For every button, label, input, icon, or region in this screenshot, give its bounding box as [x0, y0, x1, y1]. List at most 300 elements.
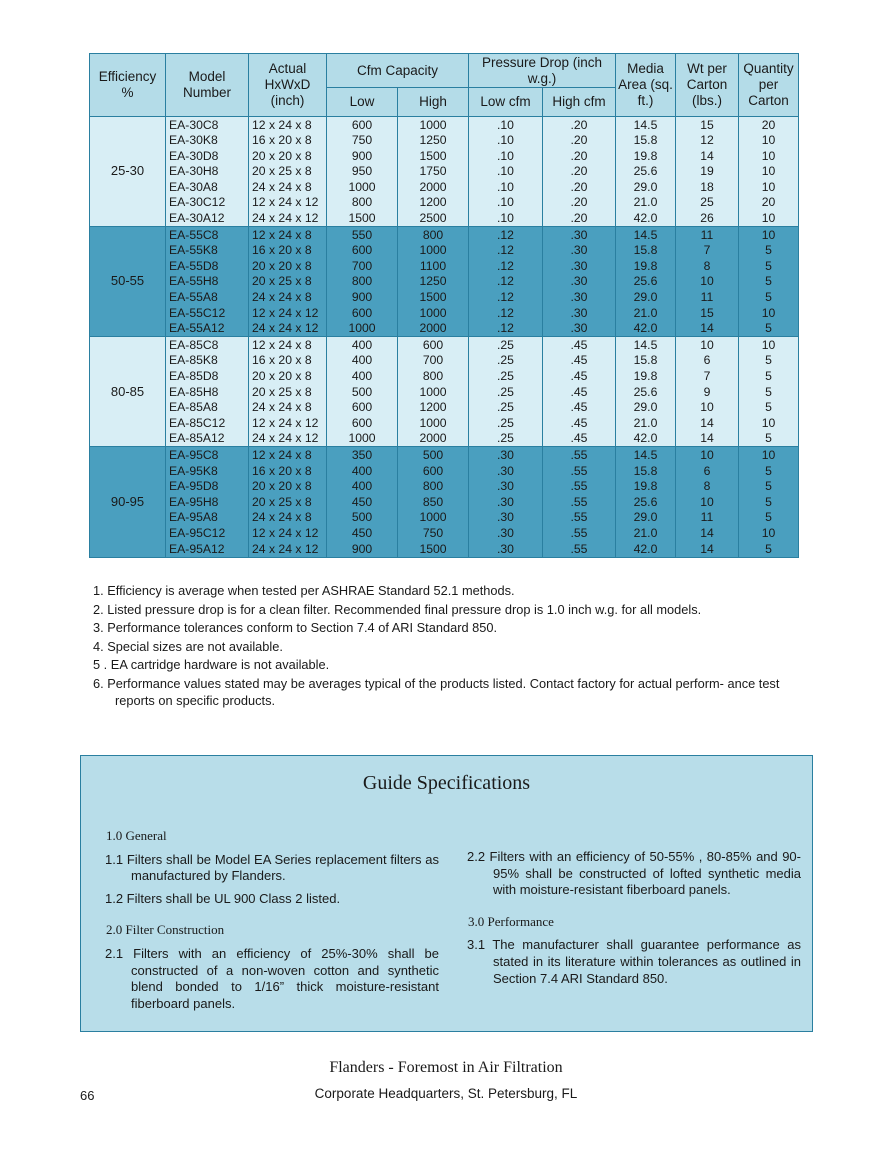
cell-quantity: 5	[739, 290, 799, 306]
table-row	[90, 211, 799, 227]
cell-model-number: EA-85H8	[166, 384, 249, 400]
cell-cfm-low: 950	[327, 164, 398, 180]
cell-weight: 26	[676, 211, 739, 227]
cell-quantity: 10	[739, 337, 799, 353]
table-row	[90, 290, 799, 306]
cell-pressure-low: .25	[469, 384, 543, 400]
cell-cfm-low: 600	[327, 117, 398, 133]
cell-pressure-low: .12	[469, 227, 543, 243]
cell-model-number: EA-55C12	[166, 305, 249, 321]
cell-pressure-high: .45	[543, 353, 616, 369]
cell-media-area: 21.0	[616, 415, 676, 431]
cell-quantity: 5	[739, 274, 799, 290]
cell-actual-size: 16 x 20 x 8	[249, 133, 327, 149]
cell-media-area: 29.0	[616, 510, 676, 526]
cell-cfm-low: 400	[327, 353, 398, 369]
cell-weight: 6	[676, 463, 739, 479]
footer-headquarters: Corporate Headquarters, St. Petersburg, FL	[314, 1086, 578, 1101]
cell-pressure-low: .30	[469, 463, 543, 479]
cell-pressure-low: .12	[469, 321, 543, 337]
cell-actual-size: 20 x 25 x 8	[249, 274, 327, 290]
cell-pressure-low: .25	[469, 415, 543, 431]
cell-media-area: 21.0	[616, 525, 676, 541]
cell-quantity: 5	[739, 400, 799, 416]
cell-pressure-low: .10	[469, 133, 543, 149]
cell-model-number: EA-30K8	[166, 133, 249, 149]
cell-cfm-high: 1250	[398, 133, 469, 149]
header-media-area: Media Area (sq. ft.)	[616, 54, 676, 117]
cell-pressure-low: .12	[469, 274, 543, 290]
cell-cfm-high: 1000	[398, 305, 469, 321]
cell-cfm-low: 450	[327, 525, 398, 541]
cell-weight: 10	[676, 337, 739, 353]
cell-pressure-low: .25	[469, 353, 543, 369]
cell-cfm-high: 850	[398, 494, 469, 510]
cell-pressure-low: .30	[469, 525, 543, 541]
cell-cfm-high: 1200	[398, 195, 469, 211]
cell-actual-size: 12 x 24 x 12	[249, 525, 327, 541]
cell-cfm-low: 600	[327, 400, 398, 416]
cell-actual-size: 12 x 24 x 8	[249, 337, 327, 353]
cell-quantity: 10	[739, 447, 799, 463]
cell-actual-size: 12 x 24 x 12	[249, 195, 327, 211]
cell-weight: 10	[676, 274, 739, 290]
cell-model-number: EA-55A8	[166, 290, 249, 306]
table-row	[90, 337, 799, 353]
cell-actual-size: 12 x 24 x 8	[249, 447, 327, 463]
cell-weight: 6	[676, 353, 739, 369]
cell-pressure-low: .12	[469, 258, 543, 274]
table-body	[90, 117, 799, 558]
cell-pressure-low: .12	[469, 290, 543, 306]
cell-media-area: 21.0	[616, 195, 676, 211]
cell-model-number: EA-30A8	[166, 179, 249, 195]
cell-model-number: EA-95A8	[166, 510, 249, 526]
cell-pressure-high: .45	[543, 384, 616, 400]
cell-cfm-low: 400	[327, 479, 398, 495]
cell-cfm-low: 800	[327, 195, 398, 211]
cell-model-number: EA-55K8	[166, 243, 249, 259]
guide-right-column	[467, 849, 801, 993]
cell-quantity: 10	[739, 211, 799, 227]
section-heading-general: 1.0 General	[106, 828, 167, 843]
table-row	[90, 541, 799, 557]
cell-pressure-low: .10	[469, 148, 543, 164]
table-row	[90, 510, 799, 526]
cell-weight: 10	[676, 447, 739, 463]
cell-pressure-high: .55	[543, 494, 616, 510]
table-row	[90, 494, 799, 510]
cell-media-area: 25.6	[616, 494, 676, 510]
cell-model-number: EA-95K8	[166, 463, 249, 479]
guide-title: Guide Specifications	[362, 772, 531, 794]
cell-weight: 14	[676, 321, 739, 337]
header-pressure-high-cfm: High cfm	[543, 88, 616, 117]
cell-cfm-high: 1250	[398, 274, 469, 290]
cell-cfm-low: 600	[327, 305, 398, 321]
cell-weight: 11	[676, 227, 739, 243]
cell-media-area: 42.0	[616, 321, 676, 337]
cell-pressure-high: .55	[543, 463, 616, 479]
cell-actual-size: 24 x 24 x 8	[249, 510, 327, 526]
table-row	[90, 274, 799, 290]
cell-pressure-high: .20	[543, 211, 616, 227]
cell-model-number: EA-55D8	[166, 258, 249, 274]
header-cfm-high: High	[398, 88, 469, 117]
cell-cfm-high: 1000	[398, 117, 469, 133]
cell-cfm-high: 2000	[398, 179, 469, 195]
footer-tagline: Flanders - Foremost in Air Filtration	[329, 1059, 563, 1076]
cell-actual-size: 24 x 24 x 8	[249, 179, 327, 195]
cell-cfm-low: 400	[327, 337, 398, 353]
section-heading-performance: 3.0 Performance	[468, 913, 554, 929]
cell-cfm-low: 1000	[327, 321, 398, 337]
cell-cfm-high: 1500	[398, 148, 469, 164]
header-cfm-capacity: Cfm Capacity	[327, 54, 469, 88]
cell-pressure-high: .45	[543, 431, 616, 447]
cell-model-number: EA-85C12	[166, 415, 249, 431]
cell-media-area: 29.0	[616, 179, 676, 195]
cell-pressure-low: .30	[469, 510, 543, 526]
cell-media-area: 19.8	[616, 369, 676, 385]
cell-weight: 9	[676, 384, 739, 400]
cell-quantity: 20	[739, 195, 799, 211]
table-row	[90, 133, 799, 149]
cell-pressure-high: .30	[543, 290, 616, 306]
cell-actual-size: 20 x 25 x 8	[249, 494, 327, 510]
cell-media-area: 19.8	[616, 258, 676, 274]
table-row	[90, 384, 799, 400]
cell-quantity: 5	[739, 353, 799, 369]
cell-actual-size: 24 x 24 x 12	[249, 321, 327, 337]
cell-actual-size: 24 x 24 x 12	[249, 211, 327, 227]
cell-cfm-low: 800	[327, 274, 398, 290]
cell-model-number: EA-85D8	[166, 369, 249, 385]
cell-weight: 14	[676, 148, 739, 164]
cell-model-number: EA-55A12	[166, 321, 249, 337]
cell-actual-size: 24 x 24 x 12	[249, 541, 327, 557]
header-pressure-drop: Pressure Drop (inch w.g.)	[469, 54, 616, 88]
cell-model-number: EA-95C8	[166, 447, 249, 463]
cell-media-area: 25.6	[616, 164, 676, 180]
cell-pressure-high: .20	[543, 179, 616, 195]
cell-weight: 15	[676, 305, 739, 321]
table-row	[90, 305, 799, 321]
cell-media-area: 29.0	[616, 400, 676, 416]
cell-cfm-high: 600	[398, 337, 469, 353]
cell-actual-size: 12 x 24 x 12	[249, 415, 327, 431]
cell-media-area: 29.0	[616, 290, 676, 306]
note-item: 3. Performance tolerances conform to Section 7.4 of ARI Standard 850.	[93, 620, 498, 635]
table-row	[90, 463, 799, 479]
spec-paragraph-1-1: 1.1 Filters shall be Model EA Series replacement filters as manufactured by Flanders.	[105, 851, 439, 884]
header-efficiency: Efficiency %	[90, 54, 166, 117]
cell-cfm-high: 2000	[398, 321, 469, 337]
cell-model-number: EA-30C12	[166, 195, 249, 211]
cell-media-area: 42.0	[616, 431, 676, 447]
cell-cfm-low: 1000	[327, 179, 398, 195]
cell-cfm-high: 800	[398, 479, 469, 495]
cell-model-number: EA-55H8	[166, 274, 249, 290]
cell-cfm-low: 750	[327, 133, 398, 149]
cell-efficiency: 25-30	[90, 117, 166, 227]
cell-actual-size: 20 x 20 x 8	[249, 369, 327, 385]
cell-model-number: EA-30C8	[166, 117, 249, 133]
cell-cfm-high: 2500	[398, 211, 469, 227]
cell-media-area: 14.5	[616, 447, 676, 463]
cell-model-number: EA-95A12	[166, 541, 249, 557]
note-item: 2. Listed pressure drop is for a clean filter. Recommended final pressure drop is 1.0 inch w.g. for all models.	[93, 601, 702, 617]
cell-media-area: 14.5	[616, 117, 676, 133]
cell-weight: 18	[676, 179, 739, 195]
cell-cfm-high: 700	[398, 353, 469, 369]
cell-pressure-high: .30	[543, 227, 616, 243]
cell-pressure-low: .30	[469, 447, 543, 463]
cell-actual-size: 12 x 24 x 12	[249, 305, 327, 321]
cell-cfm-low: 900	[327, 541, 398, 557]
cell-cfm-high: 1750	[398, 164, 469, 180]
cell-pressure-low: .10	[469, 211, 543, 227]
header-model-number: Model Number	[166, 54, 249, 117]
table-row	[90, 164, 799, 180]
cell-cfm-low: 350	[327, 447, 398, 463]
cell-quantity: 5	[739, 431, 799, 447]
table-row	[90, 227, 799, 243]
cell-media-area: 25.6	[616, 274, 676, 290]
cell-actual-size: 24 x 24 x 8	[249, 290, 327, 306]
guide-left-column	[105, 828, 439, 1018]
cell-pressure-low: .12	[469, 305, 543, 321]
specifications-table	[89, 53, 799, 558]
cell-actual-size: 16 x 20 x 8	[249, 243, 327, 259]
cell-model-number: EA-95D8	[166, 479, 249, 495]
note-item: 1. Efficiency is average when tested per ASHRAE Standard 52.1 methods.	[93, 583, 515, 598]
cell-pressure-low: .10	[469, 179, 543, 195]
header-weight-per-carton: Wt per Carton (lbs.)	[676, 54, 739, 117]
cell-cfm-high: 1000	[398, 415, 469, 431]
cell-cfm-high: 500	[398, 447, 469, 463]
cell-pressure-low: .12	[469, 243, 543, 259]
cell-quantity: 5	[739, 258, 799, 274]
cell-weight: 11	[676, 290, 739, 306]
cell-cfm-low: 400	[327, 369, 398, 385]
cell-media-area: 21.0	[616, 305, 676, 321]
cell-pressure-high: .55	[543, 447, 616, 463]
cell-cfm-low: 500	[327, 510, 398, 526]
cell-weight: 25	[676, 195, 739, 211]
cell-cfm-low: 400	[327, 463, 398, 479]
cell-media-area: 15.8	[616, 463, 676, 479]
cell-weight: 10	[676, 400, 739, 416]
cell-pressure-low: .10	[469, 117, 543, 133]
table-row	[90, 117, 799, 133]
cell-cfm-high: 1200	[398, 400, 469, 416]
cell-cfm-low: 1000	[327, 431, 398, 447]
cell-model-number: EA-85C8	[166, 337, 249, 353]
section-heading-filter-construction: 2.0 Filter Construction	[106, 922, 225, 938]
cell-media-area: 15.8	[616, 243, 676, 259]
cell-weight: 14	[676, 431, 739, 447]
cell-media-area: 14.5	[616, 337, 676, 353]
cell-actual-size: 24 x 24 x 8	[249, 400, 327, 416]
cell-quantity: 10	[739, 227, 799, 243]
cell-cfm-low: 600	[327, 415, 398, 431]
cell-efficiency: 90-95	[90, 447, 166, 557]
cell-pressure-high: .20	[543, 164, 616, 180]
cell-weight: 19	[676, 164, 739, 180]
cell-pressure-high: .55	[543, 541, 616, 557]
cell-cfm-high: 600	[398, 463, 469, 479]
cell-pressure-high: .20	[543, 148, 616, 164]
cell-cfm-high: 1500	[398, 541, 469, 557]
cell-media-area: 42.0	[616, 541, 676, 557]
cell-pressure-high: .55	[543, 510, 616, 526]
cell-cfm-high: 2000	[398, 431, 469, 447]
note-item: 4. Special sizes are not available.	[93, 638, 283, 654]
cell-quantity: 10	[739, 164, 799, 180]
cell-quantity: 5	[739, 510, 799, 526]
cell-pressure-high: .30	[543, 321, 616, 337]
cell-pressure-high: .45	[543, 369, 616, 385]
cell-model-number: EA-95C12	[166, 525, 249, 541]
table-row	[90, 353, 799, 369]
cell-cfm-low: 700	[327, 258, 398, 274]
cell-actual-size: 20 x 25 x 8	[249, 164, 327, 180]
cell-weight: 8	[676, 258, 739, 274]
cell-pressure-low: .10	[469, 164, 543, 180]
cell-actual-size: 20 x 20 x 8	[249, 148, 327, 164]
table-row	[90, 479, 799, 495]
cell-pressure-low: .30	[469, 479, 543, 495]
table-row	[90, 148, 799, 164]
cell-efficiency: 80-85	[90, 337, 166, 447]
cell-quantity: 10	[739, 179, 799, 195]
table-row	[90, 179, 799, 195]
cell-model-number: EA-30H8	[166, 164, 249, 180]
cell-model-number: EA-30D8	[166, 148, 249, 164]
cell-quantity: 5	[739, 463, 799, 479]
table-row	[90, 258, 799, 274]
cell-quantity: 10	[739, 305, 799, 321]
cell-model-number: EA-95H8	[166, 494, 249, 510]
cell-model-number: EA-85A12	[166, 431, 249, 447]
table-row	[90, 243, 799, 259]
cell-cfm-low: 550	[327, 227, 398, 243]
page-number: 66	[80, 1088, 95, 1103]
table-row	[90, 195, 799, 211]
cell-pressure-high: .20	[543, 117, 616, 133]
cell-quantity: 5	[739, 541, 799, 557]
cell-pressure-low: .10	[469, 195, 543, 211]
cell-pressure-high: .30	[543, 258, 616, 274]
cell-cfm-high: 750	[398, 525, 469, 541]
cell-pressure-high: .45	[543, 337, 616, 353]
cell-quantity: 5	[739, 494, 799, 510]
cell-weight: 10	[676, 494, 739, 510]
cell-cfm-low: 900	[327, 148, 398, 164]
cell-quantity: 10	[739, 525, 799, 541]
cell-pressure-low: .30	[469, 494, 543, 510]
cell-pressure-high: .30	[543, 305, 616, 321]
cell-media-area: 42.0	[616, 211, 676, 227]
cell-cfm-high: 1500	[398, 290, 469, 306]
cell-pressure-low: .30	[469, 541, 543, 557]
table-row	[90, 369, 799, 385]
header-actual-size: Actual HxWxD (inch)	[249, 54, 327, 117]
cell-quantity: 5	[739, 384, 799, 400]
cell-weight: 11	[676, 510, 739, 526]
cell-cfm-high: 1000	[398, 510, 469, 526]
notes-list	[93, 582, 803, 711]
cell-media-area: 15.8	[616, 353, 676, 369]
cell-pressure-high: .20	[543, 195, 616, 211]
header-cfm-low: Low	[327, 88, 398, 117]
cell-pressure-low: .25	[469, 431, 543, 447]
cell-actual-size: 20 x 20 x 8	[249, 479, 327, 495]
cell-pressure-high: .30	[543, 274, 616, 290]
cell-actual-size: 12 x 24 x 8	[249, 117, 327, 133]
table-row	[90, 321, 799, 337]
cell-cfm-low: 1500	[327, 211, 398, 227]
table-row	[90, 447, 799, 463]
cell-actual-size: 12 x 24 x 8	[249, 227, 327, 243]
table-row	[90, 400, 799, 416]
cell-quantity: 10	[739, 133, 799, 149]
cell-pressure-high: .45	[543, 400, 616, 416]
cell-actual-size: 24 x 24 x 12	[249, 431, 327, 447]
cell-model-number: EA-55C8	[166, 227, 249, 243]
cell-weight: 14	[676, 541, 739, 557]
cell-efficiency: 50-55	[90, 227, 166, 337]
spec-paragraph-2-1: 2.1 Filters with an efficiency of 25%-30% shall be constructed of a non-woven cotton and synthetic blend bonded to 1/16” thick moisture-resistant fiberboard panels.	[105, 945, 439, 1011]
cell-pressure-high: .30	[543, 243, 616, 259]
cell-quantity: 5	[739, 321, 799, 337]
cell-weight: 8	[676, 479, 739, 495]
cell-cfm-high: 800	[398, 369, 469, 385]
cell-quantity: 10	[739, 415, 799, 431]
cell-cfm-low: 900	[327, 290, 398, 306]
cell-weight: 7	[676, 243, 739, 259]
cell-quantity: 10	[739, 148, 799, 164]
spec-paragraph-1-2: 1.2 Filters shall be UL 900 Class 2 listed.	[105, 890, 341, 906]
header-pressure-low-cfm: Low cfm	[469, 88, 543, 117]
cell-actual-size: 20 x 25 x 8	[249, 384, 327, 400]
cell-model-number: EA-85K8	[166, 353, 249, 369]
note-item: 5 . EA cartridge hardware is not available.	[93, 657, 330, 672]
cell-weight: 14	[676, 415, 739, 431]
cell-cfm-low: 500	[327, 384, 398, 400]
cell-quantity: 5	[739, 479, 799, 495]
cell-quantity: 5	[739, 369, 799, 385]
table-row	[90, 415, 799, 431]
cell-weight: 12	[676, 133, 739, 149]
cell-pressure-high: .55	[543, 525, 616, 541]
cell-pressure-high: .55	[543, 479, 616, 495]
cell-media-area: 15.8	[616, 133, 676, 149]
note-item: 6. Performance values stated may be averages typical of the products listed. Contact factory for actual perform- ance test reports on specific products.	[93, 675, 780, 708]
spec-paragraph-3-1: 3.1 The manufacturer shall guarantee performance as stated in its literature within tolerances as outlined in Section 7.4 ARI Standard 850.	[467, 937, 801, 986]
cell-cfm-low: 450	[327, 494, 398, 510]
cell-cfm-low: 600	[327, 243, 398, 259]
cell-pressure-low: .25	[469, 337, 543, 353]
cell-model-number: EA-30A12	[166, 211, 249, 227]
cell-weight: 7	[676, 369, 739, 385]
cell-weight: 15	[676, 117, 739, 133]
cell-media-area: 19.8	[616, 148, 676, 164]
header-quantity-per-carton: Quantity per Carton	[739, 54, 799, 117]
cell-media-area: 25.6	[616, 384, 676, 400]
cell-weight: 14	[676, 525, 739, 541]
